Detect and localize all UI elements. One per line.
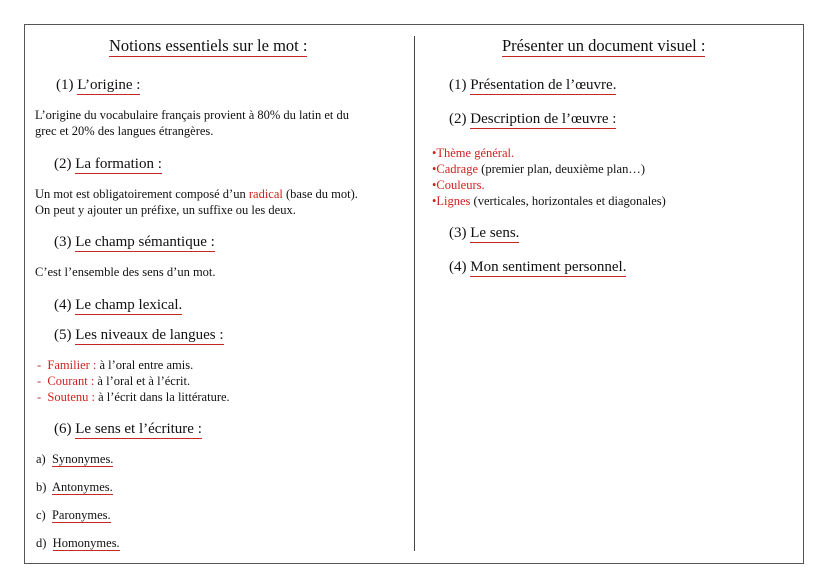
list-item: •Cadrage (premier plan, deuxième plan…): [432, 162, 645, 176]
heading-champ-semantique: (3) Le champ sémantique :: [54, 234, 215, 250]
heading-sens-ecriture: (6) Le sens et l’écriture :: [54, 421, 202, 437]
heading-description: (2) Description de l’œuvre :: [449, 111, 617, 127]
heading-champ-lexical: (4) Le champ lexical.: [54, 297, 183, 313]
list-item: •Lignes (verticales, horizontales et diagonales): [432, 194, 666, 208]
list-item: a) Synonymes.: [36, 452, 114, 466]
heading-sentiment: (4) Mon sentiment personnel.: [449, 259, 627, 275]
heading-origine: (1) L’origine :: [56, 77, 141, 93]
radical-term: radical: [248, 187, 283, 201]
list-item: b) Antonymes.: [36, 480, 113, 494]
list-item: d) Homonymes.: [36, 536, 120, 550]
formation-text: Un mot est obligatoirement composé d’un radical (base du mot). On peut y ajouter un préfixe, un suffixe ou les deux.: [35, 187, 358, 217]
list-item: •Thème général.: [432, 146, 515, 160]
champ-semantique-text: C’est l’ensemble des sens d’un mot.: [35, 265, 216, 279]
column-divider: [414, 36, 415, 551]
list-item: - Courant : à l’oral et à l’écrit.: [37, 374, 191, 388]
list-item: - Soutenu : à l’écrit dans la littérature.: [37, 390, 230, 404]
right-column-title: Présenter un document visuel :: [502, 36, 706, 55]
heading-formation: (2) La formation :: [54, 156, 162, 172]
heading-niveaux: (5) Les niveaux de langues :: [54, 327, 224, 343]
list-item: - Familier : à l’oral entre amis.: [37, 358, 194, 372]
heading-sens: (3) Le sens.: [449, 225, 520, 241]
description-list: [432, 145, 666, 209]
heading-presentation: (1) Présentation de l’œuvre.: [449, 77, 617, 93]
list-item: •Couleurs.: [432, 178, 485, 192]
list-item: c) Paronymes.: [36, 508, 111, 522]
origine-text: L’origine du vocabulaire français provient à 80% du latin et du grec et 20% des langues étrangères.: [35, 108, 350, 138]
niveaux-list: [37, 357, 230, 405]
left-column-title: Notions essentiels sur le mot :: [109, 36, 308, 55]
